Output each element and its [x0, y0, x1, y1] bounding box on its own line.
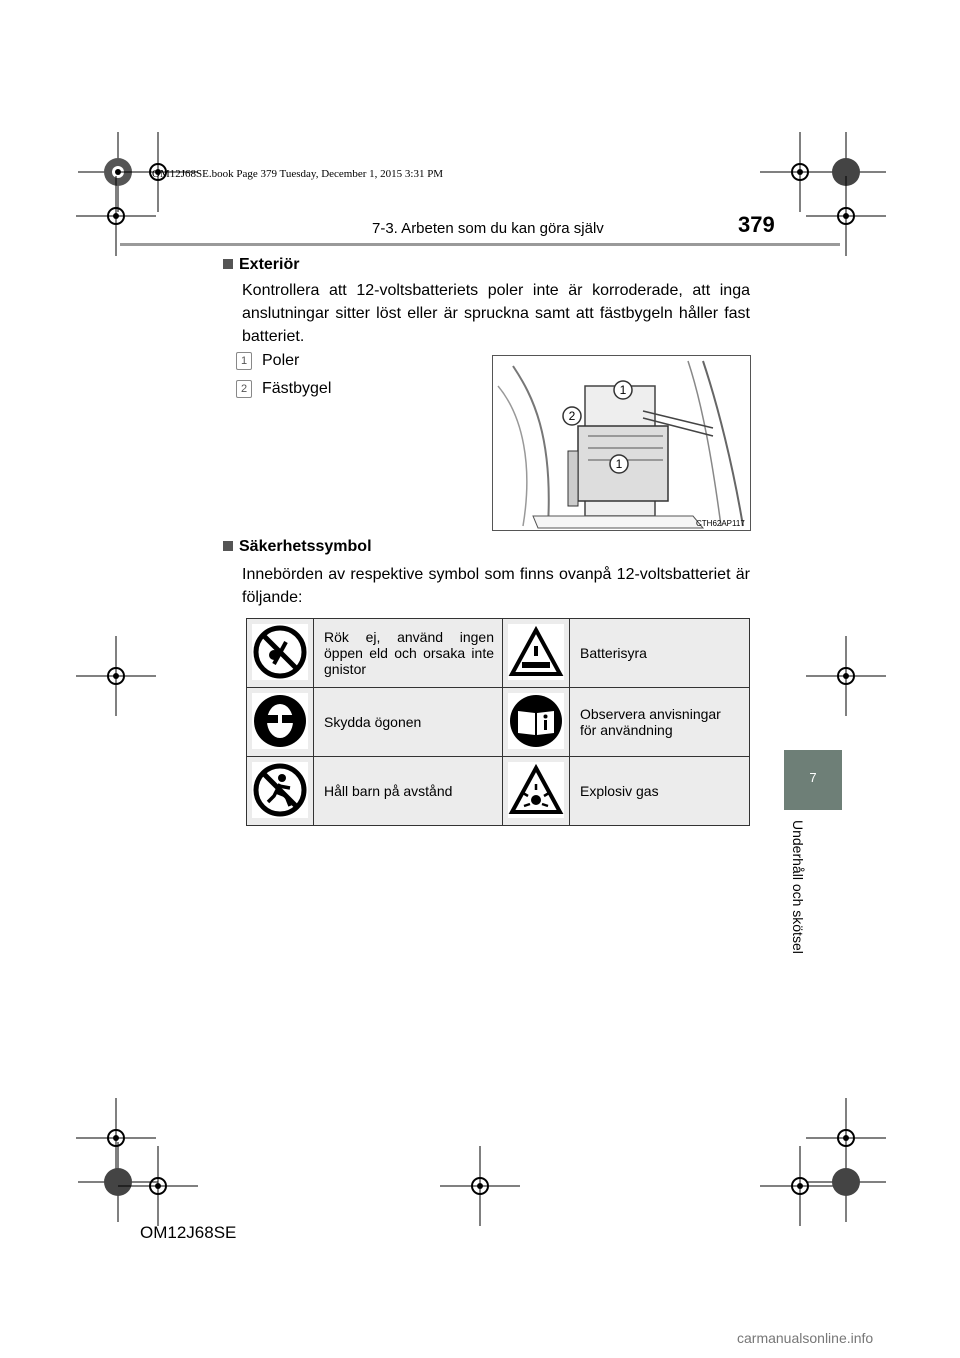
exterior-text: Kontrollera att 12-voltsbatteriets poler inte är korroderade, att inga anslutningar sitter löst eller är spruckna samt att fästbygeln håller fast batteriet.	[242, 282, 750, 345]
battery-illustration	[492, 355, 751, 531]
exterior-heading: Exteriör	[223, 256, 299, 274]
chapter-title: Underhåll och skötsel	[790, 820, 806, 954]
bullet-square-icon	[223, 259, 233, 269]
section-title: 7-3. Arbeten som du kan göra själv	[372, 220, 604, 237]
symbol-table	[246, 618, 750, 826]
watermark: carmanualsonline.info	[737, 1330, 874, 1346]
registration-mark-icon	[76, 636, 156, 716]
legend-number: 2	[236, 380, 252, 398]
page-number: 379	[738, 212, 775, 237]
symbol-label: Skydda ögonen	[314, 688, 503, 757]
registration-mark-icon	[806, 1142, 886, 1222]
legend-item: 1 Poler	[236, 352, 299, 370]
no-smoking-icon	[252, 624, 308, 680]
table-row	[247, 757, 750, 826]
symbol-label: Batterisyra	[570, 619, 750, 688]
symbol-label: Explosiv gas	[570, 757, 750, 826]
keep-children-away-icon	[252, 762, 308, 818]
symbol-label: Rök ej, använd ingen öppen eld och orsaka inte gnistor	[314, 619, 503, 688]
instructions-book-icon	[508, 693, 564, 749]
book-banner: OM12J68SE.book Page 379 Tuesday, December 1, 2015 3:31 PM	[152, 168, 444, 180]
symbol-label: Håll barn på avstånd	[314, 757, 503, 826]
footer-code: OM12J68SE	[140, 1223, 237, 1242]
registration-mark-icon	[440, 1146, 520, 1226]
table-row	[247, 688, 750, 757]
eye-protection-icon	[252, 693, 308, 749]
battery-acid-icon	[508, 624, 564, 680]
bullet-square-icon	[223, 541, 233, 551]
illustration-code: CTH62AP117	[696, 519, 745, 528]
callout-2: 2	[568, 409, 576, 423]
registration-mark-icon	[118, 1146, 198, 1226]
legend-item: 2 Fästbygel	[236, 380, 331, 398]
safety-heading: Säkerhetssymbol	[223, 538, 372, 556]
symbol-label: Observera anvisningar för användning	[570, 688, 750, 757]
callout-3: 1	[615, 457, 623, 471]
chapter-tab: 7	[784, 750, 842, 810]
registration-mark-icon	[806, 636, 886, 716]
table-row	[247, 619, 750, 688]
legend-number: 1	[236, 352, 252, 370]
callout-1: 1	[619, 383, 627, 397]
header-rule	[120, 243, 840, 246]
explosive-gas-icon	[508, 762, 564, 818]
safety-text: Innebörden av respektive symbol som finns ovanpå 12-voltsbatteriet är följande:	[242, 566, 750, 606]
